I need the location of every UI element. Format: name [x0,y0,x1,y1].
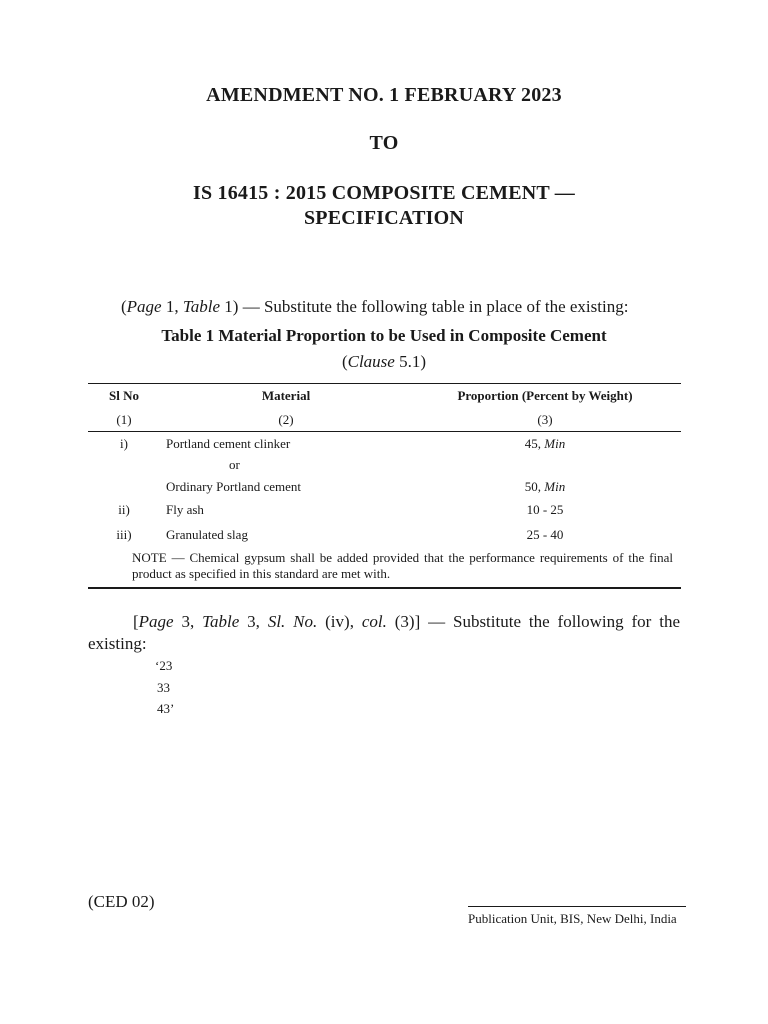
para1-page-word: Page [126,297,162,316]
instruction-paragraph-2 [88,611,680,655]
para2-sl-word: Sl. No. [267,612,318,631]
standard-title-line-2: SPECIFICATION [303,207,465,229]
clause-word: Clause [347,352,395,371]
col-number-1: (1) [116,412,132,427]
grade-item-2: 33 [157,680,170,695]
row-3-sl: ii) [118,502,130,517]
grade-item-1: ‘23 [155,658,173,673]
para2-rest: (3)] — Substitute the following for the existing: [88,612,680,653]
table-top-rule [88,383,681,384]
committee-reference: (CED 02) [88,892,155,911]
publisher-rule [468,906,686,907]
instruction-paragraph-1 [88,296,680,318]
row-3-material: Fly ash [166,502,204,517]
row-1-number: 45, [524,436,545,451]
col-number-3: (3) [537,412,553,427]
para1-table-word: Table [182,297,221,316]
row-1-value [420,436,670,452]
row-4-sl: iii) [116,527,132,542]
row-4-value: 25 - 40 [526,527,564,542]
amendment-title: AMENDMENT NO. 1 FEBRUARY 2023 [206,84,562,106]
table-title: Table 1 Material Proportion to be Used in Composite Cement [161,326,607,345]
grade-item-3: 43’ [157,701,175,716]
row-4-material: Granulated slag [166,527,248,542]
row-2-unit: Min [544,479,566,494]
clause-num: 5.1) [394,352,427,371]
clause-open: ( [341,352,348,371]
table-bottom-rule [88,587,681,589]
header-material: Material [261,388,311,403]
row-or: or [229,457,240,472]
para1-open: ( [121,297,127,316]
row-1-material: Portland cement clinker [166,436,291,451]
publisher-line: Publication Unit, BIS, New Delhi, India [468,911,677,926]
standard-title-line-1: IS 16415 : 2015 COMPOSITE CEMENT — [192,182,576,204]
table-clause [88,352,680,372]
para2-page-num: 3, [173,612,203,631]
row-2-material: Ordinary Portland cement [166,479,302,494]
standard-title [0,181,768,231]
table-note: NOTE — Chemical gypsum shall be added provided that the performance requirements of the final product as specified in this standard are met with. [132,550,673,581]
row-1-sl: i) [120,436,128,451]
para2-open: [ [133,612,139,631]
row-3-value: 10 - 25 [526,502,564,517]
table-header-rule [88,431,681,432]
para2-table-word: Table [202,612,240,631]
para1-rest: 1) — Substitute the following table in place of the existing: [220,297,629,316]
header-proportion: Proportion (Percent by Weight) [457,388,633,403]
para2-table-num: 3, [239,612,268,631]
para1-page-num: 1, [161,297,183,316]
row-2-value [420,479,670,495]
row-1-unit: Min [544,436,566,451]
amendment-to: TO [369,132,399,154]
para2-page-word: Page [138,612,174,631]
row-2-number: 50, [524,479,545,494]
para2-sl-val: (iv), [317,612,362,631]
para2-col-word: col. [361,612,387,631]
header-sl-no: Sl No [109,388,139,403]
col-number-2: (2) [278,412,294,427]
